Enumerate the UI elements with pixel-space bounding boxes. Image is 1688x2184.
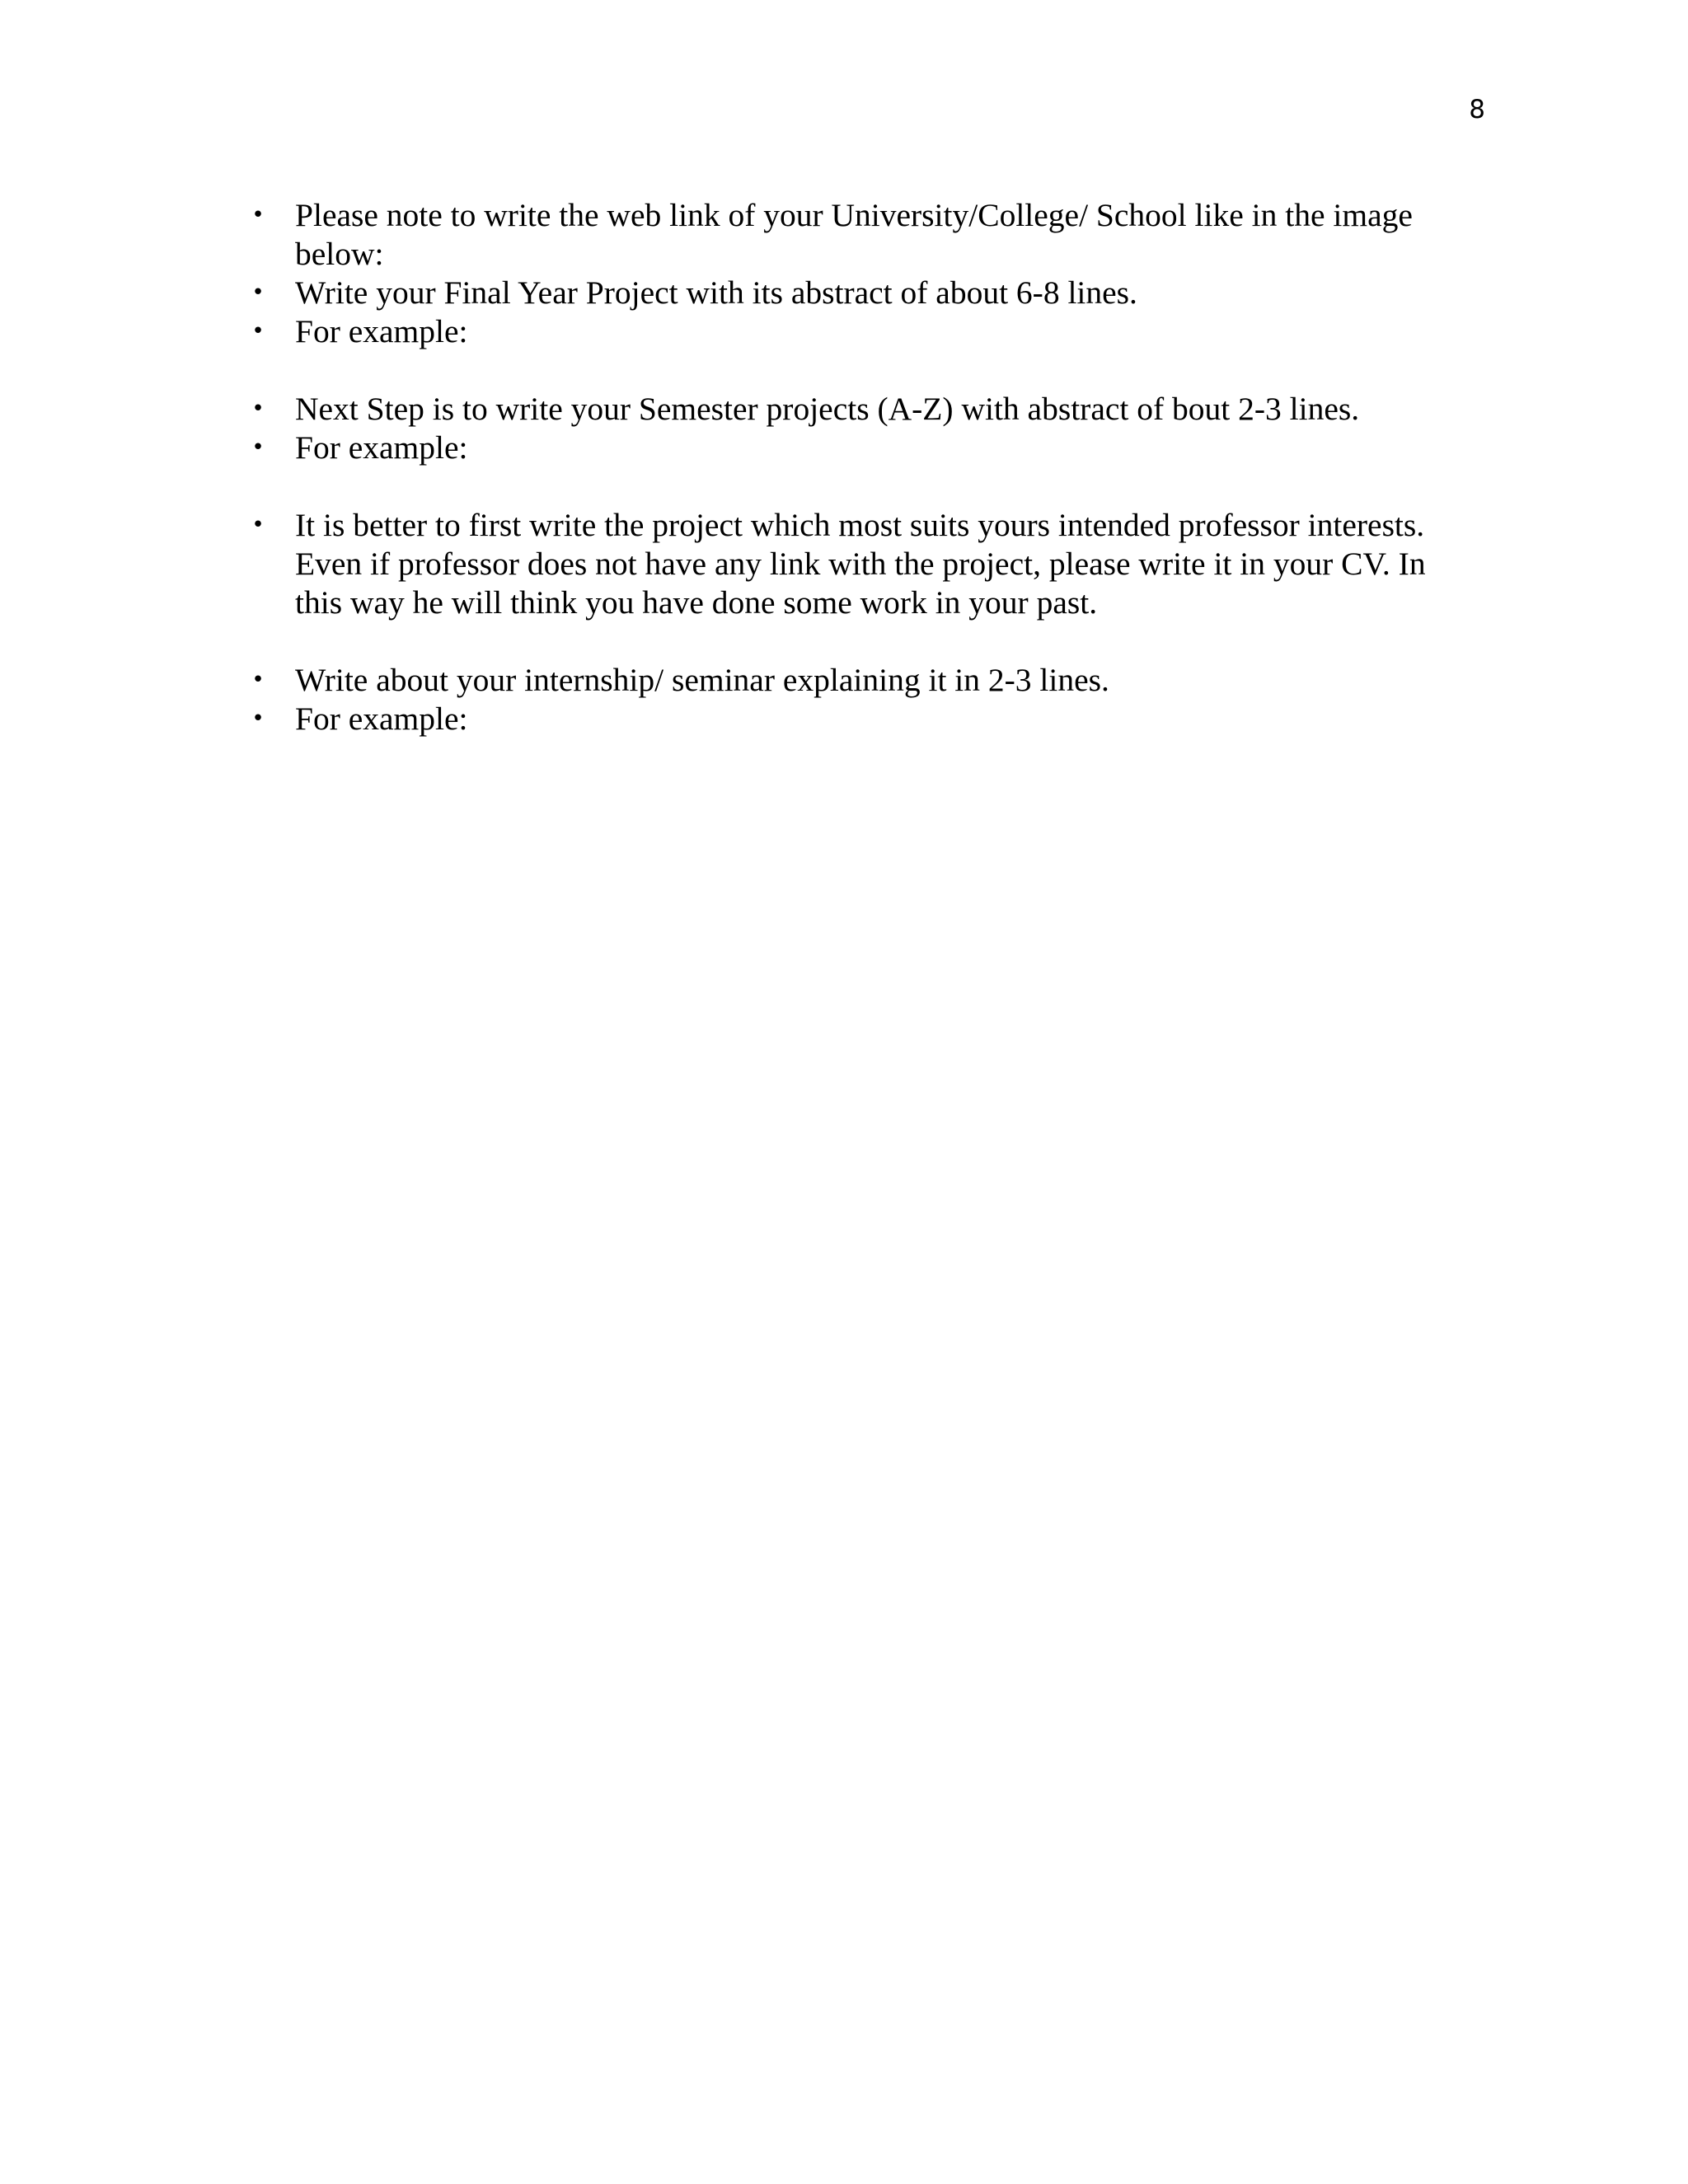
list-item-text: For example: xyxy=(295,313,468,349)
list-item xyxy=(246,661,1465,700)
bullet-group-internship xyxy=(246,661,1465,738)
list-item xyxy=(246,390,1465,429)
bullet-icon: • xyxy=(251,203,265,227)
list-item xyxy=(246,506,1465,622)
list-item-text: Write about your internship/ seminar explaining it in 2-3 lines. xyxy=(295,662,1109,698)
bullet-icon: • xyxy=(251,706,265,731)
list-item-text: For example: xyxy=(295,429,468,466)
bullet-icon: • xyxy=(251,396,265,421)
list-item-text: For example: xyxy=(295,701,468,737)
list-item-text: It is better to first write the project which most suits yours intended professor interests. Even if professor does not have any link with the project, please write it in your CV. In this way he will think you have done some work in your past. xyxy=(295,507,1426,621)
bullet-icon: • xyxy=(251,513,265,537)
list-item xyxy=(246,700,1465,738)
bullet-icon: • xyxy=(251,319,265,344)
list-item xyxy=(246,274,1465,312)
list-item xyxy=(246,312,1465,351)
bullet-group-university xyxy=(246,196,1465,351)
bullet-icon: • xyxy=(251,435,265,460)
bullet-group-project-order xyxy=(246,506,1465,622)
list-item-text: Next Step is to write your Semester projects (A-Z) with abstract of bout 2-3 lines. xyxy=(295,391,1360,427)
instructions-list xyxy=(246,196,1465,777)
bullet-icon: • xyxy=(251,668,265,692)
bullet-icon: • xyxy=(251,280,265,305)
list-item-text: Please note to write the web link of your University/College/ School like in the image below: xyxy=(295,197,1413,272)
list-item-text: Write your Final Year Project with its abstract of about 6-8 lines. xyxy=(295,274,1137,311)
bullet-group-semester-projects xyxy=(246,390,1465,467)
list-item xyxy=(246,196,1465,274)
page-number: 8 xyxy=(1469,95,1485,124)
list-item xyxy=(246,429,1465,467)
